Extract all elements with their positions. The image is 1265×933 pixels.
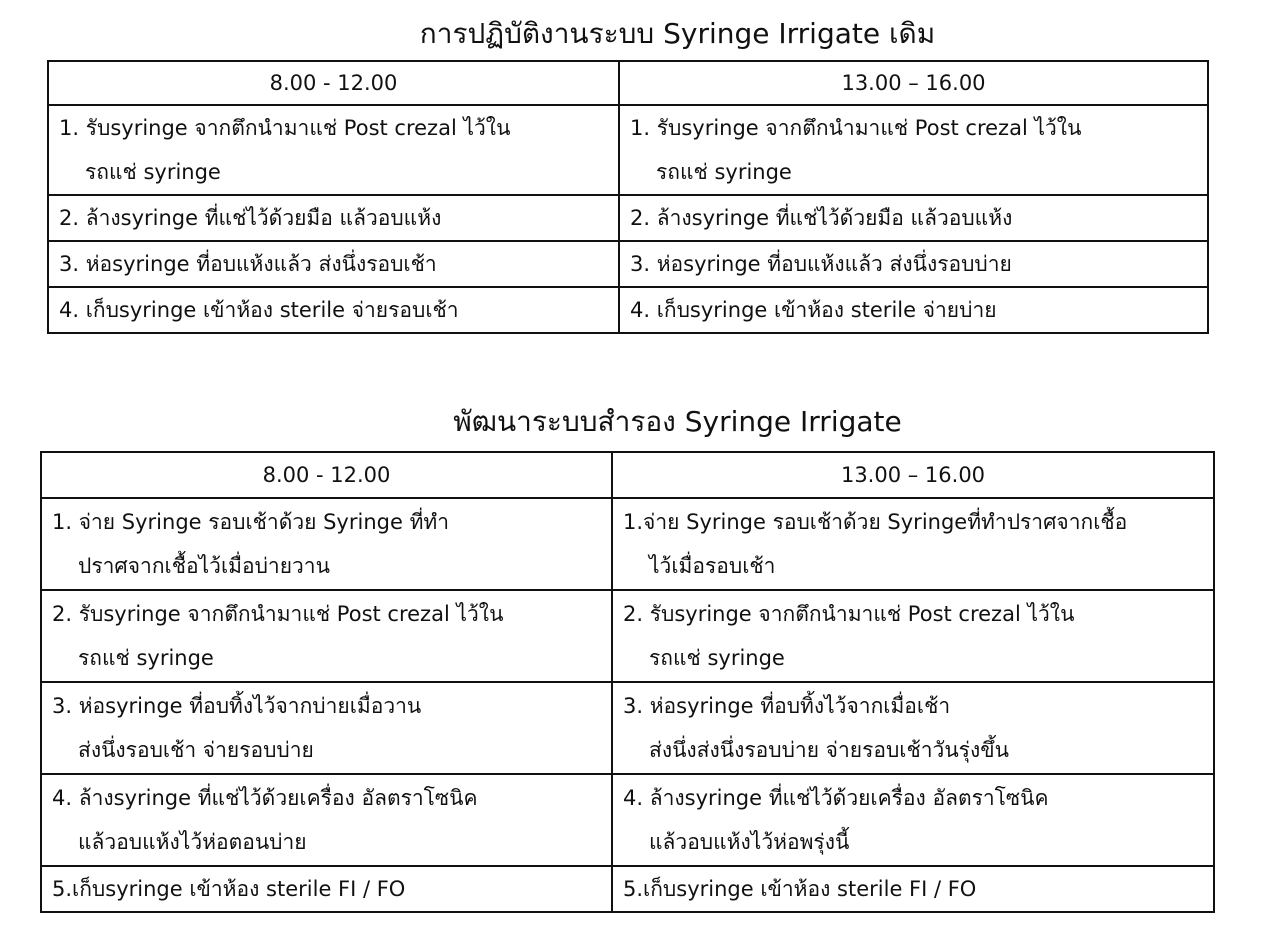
table-cell-afternoon (612, 774, 1214, 866)
table-cell-afternoon (612, 498, 1214, 590)
cell-text: 3. ห่อsyringe ที่อบแห้งแล้ว ส่งนึ่งรอบเช้า (59, 252, 437, 276)
cell-text: 4. ล้างsyringe ที่แช่ไว้ด้วยเครื่อง อัลตราโซนิค (52, 786, 478, 810)
table-cell-morning (48, 195, 619, 241)
cell-text: 1. จ่าย Syringe รอบเช้าด้วย Syringe ที่ทำ (52, 510, 450, 534)
cell-text: 5.เก็บsyringe เข้าห้อง sterile FI / FO (623, 877, 977, 901)
cell-text: 4. เก็บsyringe เข้าห้อง sterile จ่ายรอบเช้า (59, 298, 459, 322)
cell-text-continued: รถแช่ syringe (656, 160, 792, 184)
cell-text: 1. รับsyringe จากตึกนำมาแช่ Post crezal ไว้ใน (630, 116, 1082, 140)
table-row (41, 498, 1214, 590)
cell-text: 1. รับsyringe จากตึกนำมาแช่ Post crezal ไว้ใน (59, 116, 511, 140)
cell-text-continued: ส่งนึ่งส่งนึ่งรอบบ่าย จ่ายรอบเช้าวันรุ่งขึ้น (649, 738, 1009, 762)
table-header-row (41, 452, 1214, 498)
cell-text: 3. ห่อsyringe ที่อบทิ้งไว้จากบ่ายเมื่อวาน (52, 694, 422, 718)
table-row (41, 682, 1214, 774)
table-cell-morning (41, 866, 612, 912)
cell-text-continued: ไว้เมื่อรอบเช้า (649, 554, 776, 578)
section2-title: พัฒนาระบบสำรอง Syringe Irrigate (453, 405, 902, 438)
original-process-table (47, 60, 1209, 334)
cell-text-continued: ปราศจากเชื้อไว้เมื่อบ่ายวาน (78, 554, 330, 578)
cell-text-continued: รถแช่ syringe (649, 646, 785, 670)
cell-text: 2. รับsyringe จากตึกนำมาแช่ Post crezal ไว้ใน (52, 602, 504, 626)
cell-text: 4. ล้างsyringe ที่แช่ไว้ด้วยเครื่อง อัลตราโซนิค (623, 786, 1049, 810)
table-row (48, 241, 1208, 287)
cell-text-continued: ส่งนึ่งรอบเช้า จ่ายรอบบ่าย (78, 738, 314, 762)
table-row (41, 590, 1214, 682)
developed-process-table (40, 451, 1215, 913)
table-cell-morning (48, 105, 619, 195)
table-header-row (48, 61, 1208, 105)
table-row (48, 287, 1208, 333)
cell-text: 1.จ่าย Syringe รอบเช้าด้วย Syringeที่ทำปราศจากเชื้อ (623, 510, 1128, 534)
cell-text-continued: แล้วอบแห้งไว้ห่อพรุ่งนี้ (649, 830, 850, 854)
table-cell-morning (41, 682, 612, 774)
cell-text: 3. ห่อsyringe ที่อบแห้งแล้ว ส่งนึ่งรอบบ่าย (630, 252, 1012, 276)
cell-text: 2. รับsyringe จากตึกนำมาแช่ Post crezal ไว้ใน (623, 602, 1075, 626)
table-cell-morning (41, 498, 612, 590)
table-cell-afternoon (619, 287, 1208, 333)
table-cell-afternoon (612, 866, 1214, 912)
cell-text: 3. ห่อsyringe ที่อบทิ้งไว้จากเมื่อเช้า (623, 694, 951, 718)
table-row (41, 866, 1214, 912)
cell-text: 2. ล้างsyringe ที่แช่ไว้ด้วยมือ แล้วอบแห้ง (630, 206, 1013, 230)
cell-text: 2. ล้างsyringe ที่แช่ไว้ด้วยมือ แล้วอบแห้ง (59, 206, 442, 230)
table-cell-morning (48, 241, 619, 287)
cell-text-continued: แล้วอบแห้งไว้ห่อตอนบ่าย (78, 830, 307, 854)
table-cell-afternoon (612, 682, 1214, 774)
table-cell-afternoon (612, 590, 1214, 682)
column-header-afternoon: 13.00 – 16.00 (612, 452, 1214, 498)
column-header-morning: 8.00 - 12.00 (48, 61, 619, 105)
table-cell-morning (48, 287, 619, 333)
table-cell-afternoon (619, 105, 1208, 195)
table-cell-afternoon (619, 195, 1208, 241)
table-cell-morning (41, 590, 612, 682)
column-header-afternoon: 13.00 – 16.00 (619, 61, 1208, 105)
cell-text-continued: รถแช่ syringe (78, 646, 214, 670)
column-header-morning: 8.00 - 12.00 (41, 452, 612, 498)
table-row (41, 774, 1214, 866)
table-cell-afternoon (619, 241, 1208, 287)
cell-text: 4. เก็บsyringe เข้าห้อง sterile จ่ายบ่าย (630, 298, 997, 322)
table-row (48, 105, 1208, 195)
section1-title: การปฏิบัติงานระบบ Syringe Irrigate เดิม (419, 17, 936, 50)
cell-text: 5.เก็บsyringe เข้าห้อง sterile FI / FO (52, 877, 406, 901)
table-cell-morning (41, 774, 612, 866)
table-row (48, 195, 1208, 241)
cell-text-continued: รถแช่ syringe (85, 160, 221, 184)
